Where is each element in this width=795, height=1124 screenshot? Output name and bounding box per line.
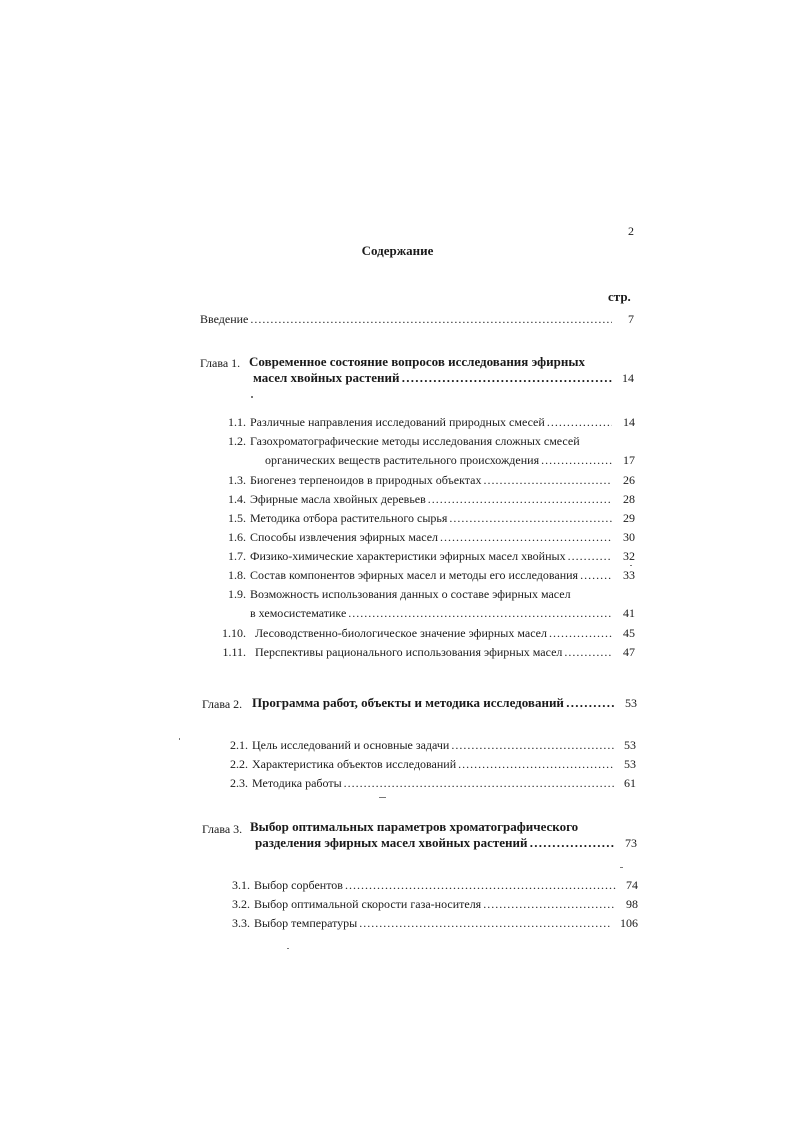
chapter-title-line1: Современное состояние вопросов исследования эфирных xyxy=(249,354,585,369)
section-title: Методика отбора растительного сырья . . . xyxy=(250,510,612,526)
scan-speck xyxy=(287,948,289,949)
section-number: 2.2. xyxy=(230,757,248,771)
section-number: 1.11. xyxy=(222,645,246,659)
section-title: Эфирные масла хвойных деревьев . . . xyxy=(250,491,612,507)
chapter-page: 14 xyxy=(622,371,634,385)
section-number: 3.3. xyxy=(232,916,250,930)
section-title: Способы извлечения эфирных масел . . . xyxy=(250,529,612,545)
section-number: 3.2. xyxy=(232,897,250,911)
section-page: 45 xyxy=(623,626,635,640)
chapter-page: 73 xyxy=(625,836,637,850)
section-title-line1: Газохроматографические методы исследования сложных смесей xyxy=(250,434,580,448)
page-number: 2 xyxy=(628,224,634,238)
section-number: 2.1. xyxy=(230,738,248,752)
section-title: Выбор температуры . . . xyxy=(254,915,610,931)
section-title: Физико-химические характеристики эфирных масел хвойных . . . xyxy=(250,548,612,564)
section-number: 1.4. xyxy=(228,492,246,506)
section-number: 1.7. xyxy=(228,549,246,563)
section-page: 14 xyxy=(623,415,635,429)
section-page: 53 xyxy=(624,738,636,752)
section-page: 33 xyxy=(623,568,635,582)
section-page: 30 xyxy=(623,530,635,544)
section-page: 29 xyxy=(623,511,635,525)
section-page: 106 xyxy=(620,916,638,930)
section-title: Биогенез терпеноидов в природных объектах . . . xyxy=(250,472,612,488)
section-number: 1.8. xyxy=(228,568,246,582)
section-page: 41 xyxy=(623,606,635,620)
chapter-title: Программа работ, объекты и методика исследований . . . xyxy=(252,695,614,711)
scan-speck xyxy=(251,396,253,398)
page-title: Содержание xyxy=(361,243,434,258)
section-number: 1.10. xyxy=(222,626,246,640)
section-page: 26 xyxy=(623,473,635,487)
section-number: 2.3. xyxy=(230,776,248,790)
chapter-label: Глава 3. xyxy=(202,822,243,836)
section-page: 98 xyxy=(626,897,638,911)
scan-speck xyxy=(379,797,386,798)
section-number: 1.6. xyxy=(228,530,246,544)
section-title: Состав компонентов эфирных масел и методы его исследования . . . xyxy=(250,567,612,583)
chapter-page: 53 xyxy=(625,696,637,710)
section-number: 1.9. xyxy=(228,587,246,601)
chapter-label: Глава 2. xyxy=(202,697,243,711)
section-title: Различные направления исследований природных смесей . . . xyxy=(250,414,612,430)
section-title: Перспективы рационального использования эфирных масел . . . xyxy=(255,644,612,660)
section-number: 3.1. xyxy=(232,878,250,892)
section-title: Методика работы . . . xyxy=(252,775,614,791)
section-title-line2: органических веществ растительного происхождения . . . xyxy=(265,452,612,468)
section-page: 32 xyxy=(623,549,635,563)
section-page: 53 xyxy=(624,757,636,771)
scan-speck xyxy=(620,867,623,868)
section-number: 1.2. xyxy=(228,434,246,448)
section-page: 28 xyxy=(623,492,635,506)
section-title: Выбор сорбентов . . . xyxy=(254,877,616,893)
section-title: Цель исследований и основные задачи . . . xyxy=(252,737,614,753)
section-page: 17 xyxy=(623,453,635,467)
section-page: 74 xyxy=(626,878,638,892)
chapter-title-line1: Выбор оптимальных параметров хроматографического xyxy=(250,819,579,834)
page-column-label: стр. xyxy=(608,289,631,304)
toc-entry-page: 7 xyxy=(628,312,634,326)
section-page: 61 xyxy=(624,776,636,790)
section-title-line1: Возможность использования данных о составе эфирных масел xyxy=(250,587,571,601)
toc-entry-label: Введение . . . xyxy=(200,311,612,327)
chapter-title-line2: разделения эфирных масел хвойных растений . . . xyxy=(255,835,615,851)
section-page: 47 xyxy=(623,645,635,659)
section-title: Выбор оптимальной скорости газа-носителя . . . xyxy=(254,896,616,912)
section-title-line2: в хемосистематике . . . xyxy=(250,605,612,621)
section-number: 1.1. xyxy=(228,415,246,429)
chapter-title-line2: масел хвойных растений . . . xyxy=(253,370,613,386)
scan-speck xyxy=(179,738,180,740)
section-number: 1.5. xyxy=(228,511,246,525)
chapter-label: Глава 1. xyxy=(200,356,241,370)
section-title: Лесоводственно-биологическое значение эфирных масел . . . xyxy=(255,625,612,641)
scan-speck xyxy=(630,565,632,566)
section-number: 1.3. xyxy=(228,473,246,487)
section-title: Характеристика объектов исследований . . . xyxy=(252,756,614,772)
